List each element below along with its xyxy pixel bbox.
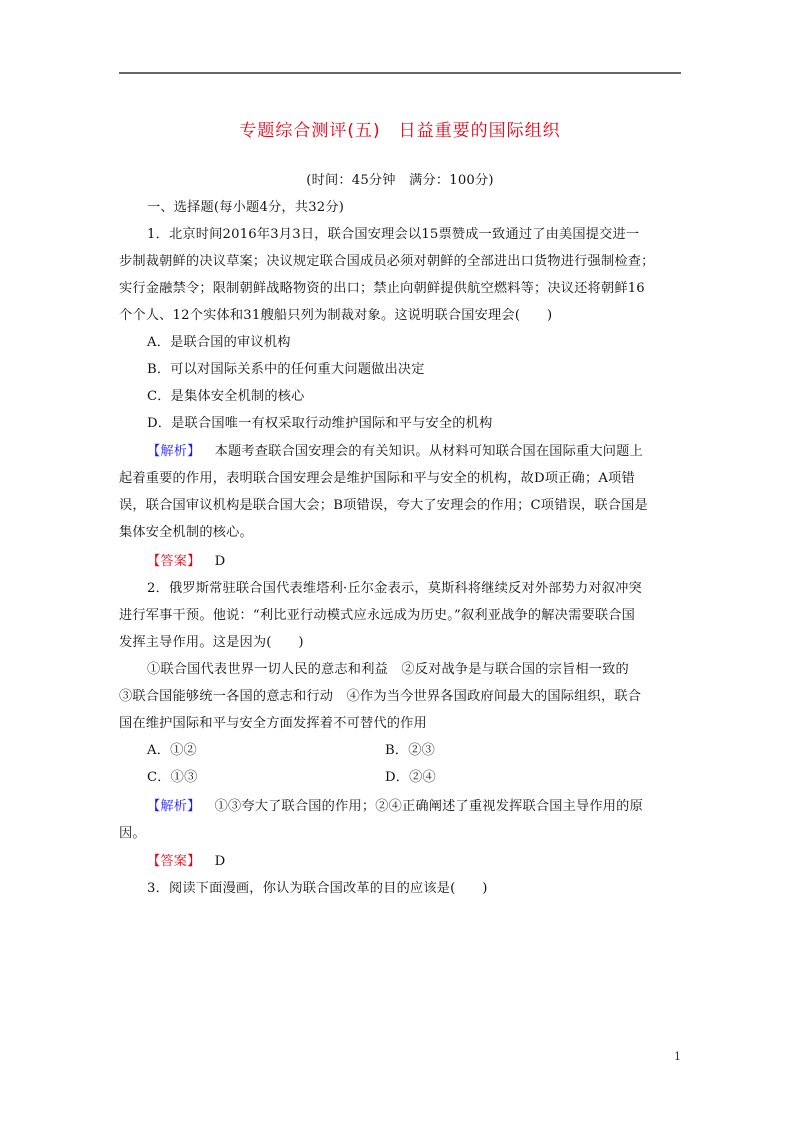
q1-option-a: A．是联合国的审议机构 — [147, 335, 291, 350]
q1-answer-value: D — [214, 554, 226, 569]
q2-statements-line3: 国在维护国际和平与安全方面发挥着不可替代的作用 — [119, 716, 427, 731]
q2-option-b: B．②③ — [385, 743, 436, 758]
q1-analysis-line3: 误，联合国审议机构是联合国大会；B项错误，夸大了安理会的作用；C项错误，联合国是 — [119, 498, 648, 513]
q2-analysis-text: ①③夸大了联合国的作用；②④正确阐述了重视发挥联合国主导作用的原 — [214, 799, 643, 814]
q2-stem-line2: 进行军事干预。他说：“利比亚行动模式应永远成为历史。”叙利亚战争的解决需要联合国 — [119, 608, 636, 623]
q2-statements-line1: ①联合国代表世界一切人民的意志和利益 ②反对战争是与联合国的宗旨相一致的 — [147, 662, 629, 677]
header-rule — [119, 72, 681, 74]
q2-answer — [147, 853, 225, 871]
answer-label: 【答案】 — [147, 554, 201, 569]
q1-analysis-line1 — [147, 443, 643, 461]
q2-statements-line2: ③联合国能够统一各国的意志和行动 ④作为当今世界各国政府间最大的国际组织，联合 — [119, 689, 642, 704]
page-number: 1 — [674, 1050, 681, 1063]
q1-analysis-line2: 起着重要的作用，表明联合国安理会是维护国际和平与安全的机构，故D项正确；A项错 — [119, 471, 635, 486]
q1-stem-line3: 实行金融禁令；限制朝鲜战略物资的出口；禁止向朝鲜提供航空燃料等；决议还将朝鲜16 — [119, 281, 645, 296]
q1-option-c: C．是集体安全机制的核心 — [147, 389, 305, 404]
answer-label: 【答案】 — [147, 854, 201, 869]
q1-stem-line4: 个个人、12个实体和31艘船只列为制裁对象。这说明联合国安理会( ) — [119, 308, 553, 323]
q2-analysis-line1 — [147, 798, 643, 816]
q2-stem-line3: 发挥主导作用。这是因为( ) — [119, 635, 304, 650]
analysis-label: 【解析】 — [147, 799, 201, 814]
title-part1: 专题综合测评(五) — [239, 121, 381, 141]
section-heading: 一、选择题(每小题4分，共32分) — [147, 200, 345, 215]
q2-option-a: A．①② — [147, 743, 197, 758]
title-part2: 日益重要的国际组织 — [398, 121, 561, 141]
q1-answer — [147, 553, 225, 571]
exam-meta: (时间：45分钟 满分：100分) — [306, 173, 494, 188]
q1-option-d: D．是联合国唯一有权采取行动维护国际和平与安全的机构 — [147, 416, 493, 431]
q1-analysis-text: 本题考查联合国安理会的有关知识。从材料可知联合国在国际重大问题上 — [214, 444, 643, 459]
q1-analysis-line4: 集体安全机制的核心。 — [119, 525, 253, 540]
q1-option-b: B．可以对国际关系中的任何重大问题做出决定 — [147, 362, 425, 377]
q2-answer-value: D — [214, 854, 226, 869]
q2-option-c: C．①③ — [147, 770, 198, 785]
q1-stem-line1: 1．北京时间2016年3月3日，联合国安理会以15票赞成一致通过了由美国提交进一 — [147, 227, 640, 242]
analysis-label: 【解析】 — [147, 444, 201, 459]
q3-stem-line1: 3．阅读下面漫画，你认为联合国改革的目的应该是( ) — [147, 881, 488, 896]
q2-analysis-line2: 因。 — [119, 826, 146, 841]
q2-stem-line1: 2．俄罗斯常驻联合国代表维塔利·丘尔金表示，莫斯科将继续反对外部势力对叙冲突 — [147, 581, 642, 596]
q2-option-d: D．②④ — [385, 770, 436, 785]
q1-stem-line2: 步制裁朝鲜的决议草案；决议规定联合国成员必须对朝鲜的全部进出口货物进行强制检查； — [119, 254, 655, 269]
page-title — [0, 116, 800, 141]
